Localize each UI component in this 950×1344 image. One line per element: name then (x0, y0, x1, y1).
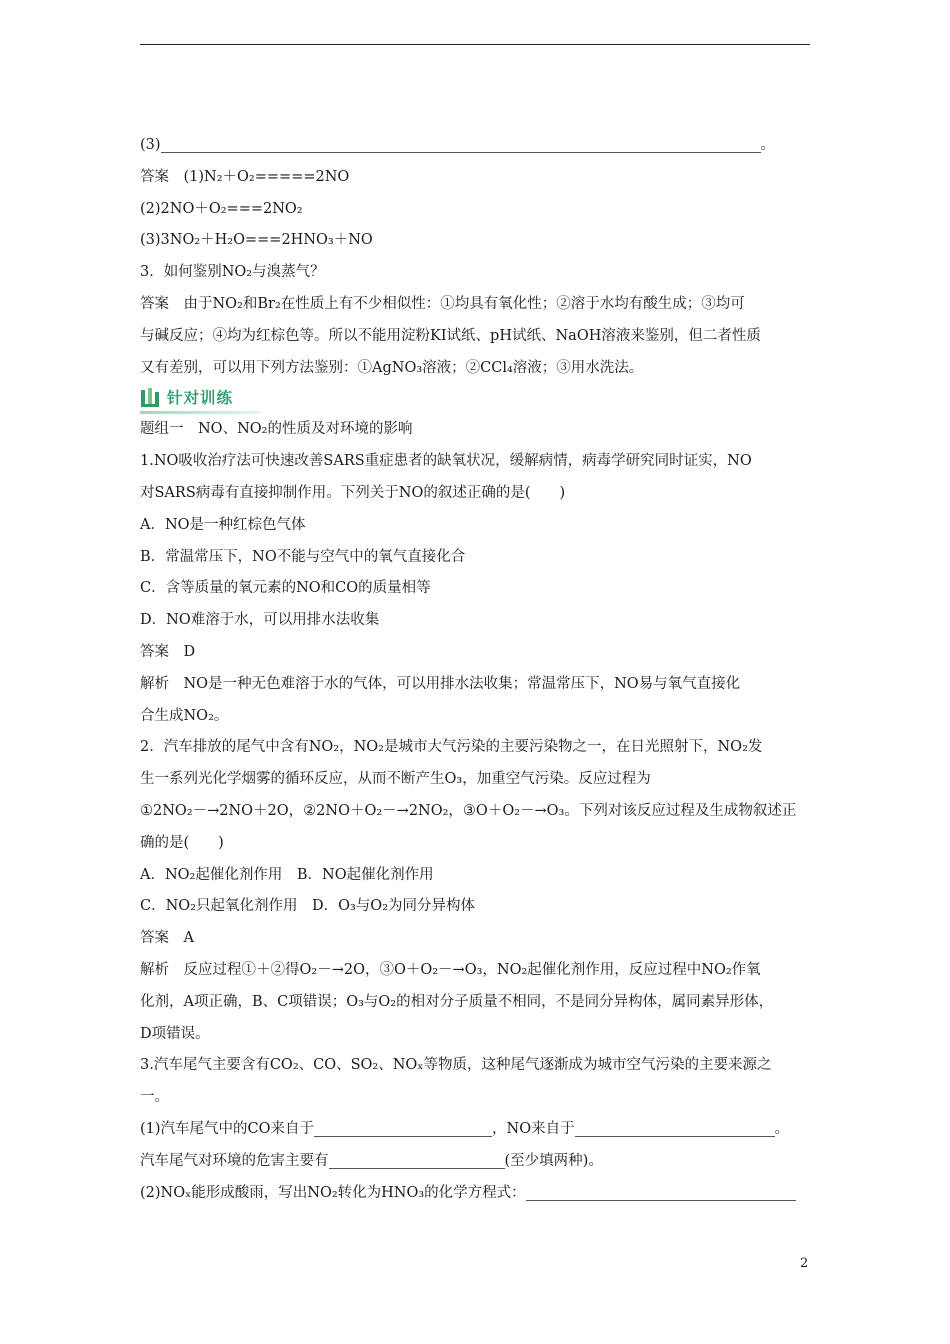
co-source-blank[interactable] (314, 1118, 492, 1137)
option-a: A．NO是一种红棕色气体 (140, 516, 306, 533)
answer-text: 答案 由于NO₂和Br₂在性质上有不少相似性：①均具有氧化性；②溶于水均有酸生成；③均可 (140, 295, 745, 312)
answer-text: (3)3NO₂＋H₂O===2HNO₃＋NO (140, 232, 373, 249)
analysis-text: D项错误。 (140, 1025, 210, 1042)
question-text: 3.汽车尾气主要含有CO₂、CO、SO₂、NOₓ等物质，这种尾气逐渐成为城市空气污染的主要来源之 (140, 1057, 772, 1074)
period: 。 (774, 1120, 790, 1137)
group-title: 题组一 NO、NO₂的性质及对环境的影响 (140, 421, 413, 438)
analysis-text: 解析 NO是一种无色难溶于水的气体，可以用排水法收集；常温常压下，NO易与氧气直接化 (140, 675, 741, 692)
question-3-harm (140, 1146, 812, 1178)
section-title: 针对训练 (167, 389, 234, 408)
answer-text: 与碱反应；④均为红棕色等。所以不能用淀粉KI试纸、pH试纸、NaOH溶液来鉴别，但二者性质 (140, 327, 761, 344)
analysis-text: 化剂，A项正确，B、C项错误；O₃与O₂的相对分子质量不相同，不是同分异构体，属同素异形体， (140, 993, 774, 1010)
page-number: 2 (800, 1256, 809, 1271)
question-text: (2)NOₓ能形成酸雨，写出NO₂转化为HNO₃的化学方程式： (140, 1184, 526, 1201)
page-content (140, 130, 812, 1209)
section-header-training (140, 384, 812, 414)
analysis-text: 解析 反应过程①＋②得O₂－→2O，③O＋O₂－→O₃，NO₂起催化剂作用，反应过程中NO₂作氧 (140, 961, 761, 978)
question-text: 2．汽车排放的尾气中含有NO₂，NO₂是城市大气污染的主要污染物之一，在日光照射下，NO₂发 (140, 739, 763, 756)
option-d: D．NO难溶于水，可以用排水法收集 (140, 612, 380, 629)
question-3-part-2 (140, 1178, 812, 1210)
training-logo-icon (140, 387, 160, 409)
option-b: B．常温常压下，NO不能与空气中的氧气直接化合 (140, 548, 466, 565)
period: 。 (760, 137, 776, 153)
question-text: 1.NO吸收治疗法可快速改善SARS重症患者的缺氧状况，缓解病情，病毒学研究同时证实，NO (140, 453, 752, 470)
equation-blank[interactable] (526, 1182, 796, 1201)
answer-text: (2)2NO＋O₂===2NO₂ (140, 200, 303, 217)
option-ab: A．NO₂起催化剂作用 B．NO起催化剂作用 (140, 866, 434, 883)
answer-text: 答案 (1)N₂＋O₂=====2NO (140, 168, 350, 185)
question-text: ，NO来自于 (492, 1120, 575, 1137)
header-rule (140, 44, 810, 45)
no-source-blank[interactable] (575, 1118, 775, 1137)
harm-blank[interactable] (329, 1150, 505, 1169)
question-text: (1)汽车尾气中的CO来自于 (140, 1120, 315, 1137)
answer-blank[interactable] (161, 134, 761, 153)
question-text: 生一系列光化学烟雾的循环反应，从而不断产生O₃，加重空气污染。反应过程为 (140, 771, 651, 788)
question-text: 3．如何鉴别NO₂与溴蒸气？ (140, 264, 325, 281)
question-3-part-1 (140, 1114, 812, 1146)
answer-text: 答案 A (140, 930, 194, 947)
question-text: 汽车尾气对环境的危害主要有 (140, 1152, 329, 1169)
analysis-text: 合生成NO₂。 (140, 707, 229, 724)
question-text: 一。 (140, 1089, 169, 1106)
question-text: ①2NO₂－→2NO＋2O，②2NO＋O₂－→2NO₂，③O＋O₂－→O₃。下列对该反应过程及生成物叙述正 (140, 802, 797, 819)
answer-text: 又有差别，可以用下列方法鉴别：①AgNO₃溶液；②CCl₄溶液；③用水洗法。 (140, 359, 644, 376)
question-3-label: (3) (140, 137, 161, 153)
answer-text: 答案 D (140, 643, 196, 660)
option-cd: C．NO₂只起氧化剂作用 D．O₃与O₂为同分异构体 (140, 898, 476, 915)
option-c: C．含等质量的氧元素的NO和CO的质量相等 (140, 580, 431, 597)
section-underline (140, 411, 260, 414)
answer-line-3 (140, 130, 812, 162)
question-text: 对SARS病毒有直接抑制作用。下列关于NO的叙述正确的是( ) (140, 484, 566, 501)
question-text: (至少填两种)。 (504, 1152, 603, 1169)
question-text: 确的是( ) (140, 834, 224, 851)
